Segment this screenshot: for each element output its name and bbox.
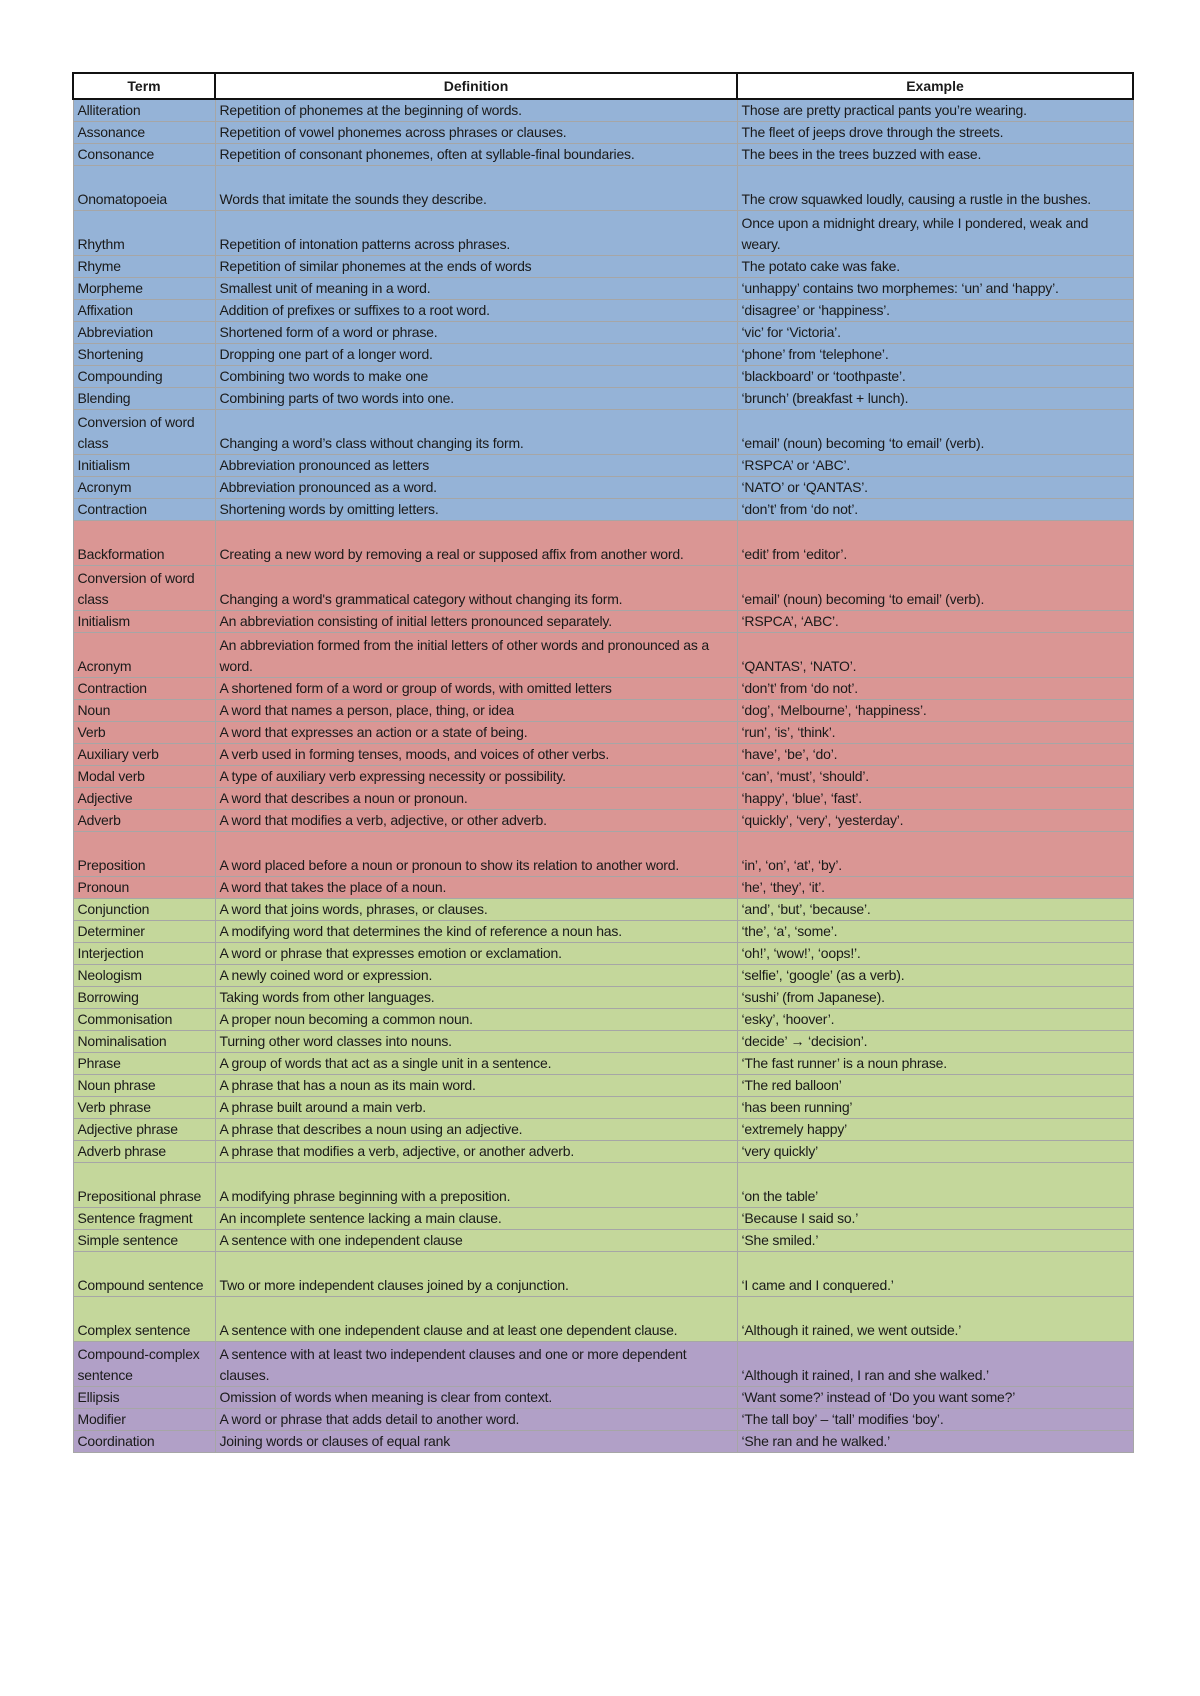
definition-cell: A word or phrase that adds detail to another word.	[215, 1409, 737, 1431]
example-cell: ‘brunch’ (breakfast + lunch).	[737, 388, 1133, 410]
term-cell: Adjective phrase	[73, 1119, 215, 1141]
example-cell: ‘phone’ from ‘telephone’.	[737, 344, 1133, 366]
example-cell: ‘he’, ‘they’, ‘it’.	[737, 877, 1133, 899]
example-cell: ‘Because I said so.’	[737, 1208, 1133, 1230]
term-cell: Preposition	[73, 832, 215, 877]
table-row	[73, 611, 1133, 633]
term-cell: Acronym	[73, 477, 215, 499]
example-cell: ‘decide’ → ‘decision’.	[737, 1031, 1133, 1053]
example-cell: ‘edit’ from ‘editor’.	[737, 521, 1133, 566]
table-row	[73, 300, 1133, 322]
term-cell: Acronym	[73, 633, 215, 678]
term-cell: Blending	[73, 388, 215, 410]
definition-cell: Repetition of consonant phonemes, often at syllable-final boundaries.	[215, 144, 737, 166]
example-cell: ‘don’t’ from ‘do not’.	[737, 678, 1133, 700]
example-cell: ‘disagree’ or ‘happiness’.	[737, 300, 1133, 322]
header-row	[73, 73, 1133, 99]
example-cell: ‘The red balloon’	[737, 1075, 1133, 1097]
example-cell: ‘dog’, ‘Melbourne’, ‘happiness’.	[737, 700, 1133, 722]
definition-cell: Taking words from other languages.	[215, 987, 737, 1009]
table-row	[73, 1119, 1133, 1141]
table-row	[73, 1141, 1133, 1163]
definition-cell: A word that joins words, phrases, or clauses.	[215, 899, 737, 921]
table-row	[73, 344, 1133, 366]
example-cell: The fleet of jeeps drove through the streets.	[737, 122, 1133, 144]
table-row	[73, 633, 1133, 678]
definition-cell: Turning other word classes into nouns.	[215, 1031, 737, 1053]
definition-cell: Smallest unit of meaning in a word.	[215, 278, 737, 300]
table-row	[73, 322, 1133, 344]
example-cell: ‘She ran and he walked.’	[737, 1431, 1133, 1453]
definition-cell: Repetition of intonation patterns across phrases.	[215, 211, 737, 256]
definition-cell: Changing a word’s class without changing its form.	[215, 410, 737, 455]
example-cell: ‘oh!’, ‘wow!’, ‘oops!’.	[737, 943, 1133, 965]
definition-cell: Joining words or clauses of equal rank	[215, 1431, 737, 1453]
table-row	[73, 700, 1133, 722]
table-row	[73, 566, 1133, 611]
definition-cell: Repetition of similar phonemes at the ends of words	[215, 256, 737, 278]
table-row	[73, 1297, 1133, 1342]
example-cell: ‘can’, ‘must’, ‘should’.	[737, 766, 1133, 788]
table-row	[73, 987, 1133, 1009]
table-row	[73, 366, 1133, 388]
example-cell: ‘RSPCA’ or ‘ABC’.	[737, 455, 1133, 477]
example-cell: The potato cake was fake.	[737, 256, 1133, 278]
example-cell: ‘Want some?’ instead of ‘Do you want some?’	[737, 1387, 1133, 1409]
definition-cell: A word that modifies a verb, adjective, or other adverb.	[215, 810, 737, 832]
definition-cell: An abbreviation consisting of initial letters pronounced separately.	[215, 611, 737, 633]
example-cell: ‘have’, ‘be’, ‘do’.	[737, 744, 1133, 766]
table-row	[73, 1409, 1133, 1431]
example-cell: ‘has been running’	[737, 1097, 1133, 1119]
example-cell: ‘Although it rained, we went outside.’	[737, 1297, 1133, 1342]
definition-cell: A phrase that describes a noun using an adjective.	[215, 1119, 737, 1141]
column-header-example: Example	[737, 73, 1133, 99]
term-cell: Neologism	[73, 965, 215, 987]
example-cell: ‘RSPCA’, ‘ABC’.	[737, 611, 1133, 633]
term-cell: Noun	[73, 700, 215, 722]
term-cell: Initialism	[73, 455, 215, 477]
table-row	[73, 810, 1133, 832]
definition-cell: A phrase that has a noun as its main word.	[215, 1075, 737, 1097]
table-row	[73, 1031, 1133, 1053]
term-cell: Compound-complex sentence	[73, 1342, 215, 1387]
example-cell: ‘vic’ for ‘Victoria’.	[737, 322, 1133, 344]
table-row	[73, 1431, 1133, 1453]
term-cell: Conversion of word class	[73, 410, 215, 455]
table-row	[73, 521, 1133, 566]
table-row	[73, 1208, 1133, 1230]
definition-cell: A proper noun becoming a common noun.	[215, 1009, 737, 1031]
example-cell: ‘on the table’	[737, 1163, 1133, 1208]
definition-cell: An incomplete sentence lacking a main clause.	[215, 1208, 737, 1230]
definition-cell: An abbreviation formed from the initial letters of other words and pronounced as a word.	[215, 633, 737, 678]
term-cell: Adverb	[73, 810, 215, 832]
definition-cell: Combining parts of two words into one.	[215, 388, 737, 410]
glossary-table	[72, 72, 1134, 1453]
definition-cell: A group of words that act as a single unit in a sentence.	[215, 1053, 737, 1075]
term-cell: Onomatopoeia	[73, 166, 215, 211]
table-row	[73, 1342, 1133, 1387]
table-row	[73, 943, 1133, 965]
table-row	[73, 1387, 1133, 1409]
example-cell: ‘email’ (noun) becoming ‘to email’ (verb).	[737, 566, 1133, 611]
example-cell: ‘selfie’, ‘google’ (as a verb).	[737, 965, 1133, 987]
definition-cell: A word or phrase that expresses emotion or exclamation.	[215, 943, 737, 965]
term-cell: Modal verb	[73, 766, 215, 788]
table-row	[73, 122, 1133, 144]
term-cell: Assonance	[73, 122, 215, 144]
table-row	[73, 278, 1133, 300]
definition-cell: Repetition of vowel phonemes across phrases or clauses.	[215, 122, 737, 144]
definition-cell: Repetition of phonemes at the beginning of words.	[215, 99, 737, 122]
example-cell: ‘unhappy’ contains two morphemes: ‘un’ and ‘happy’.	[737, 278, 1133, 300]
example-cell: The crow squawked loudly, causing a rustle in the bushes.	[737, 166, 1133, 211]
table-row	[73, 965, 1133, 987]
definition-cell: Shortened form of a word or phrase.	[215, 322, 737, 344]
term-cell: Verb	[73, 722, 215, 744]
term-cell: Conversion of word class	[73, 566, 215, 611]
table-row	[73, 166, 1133, 211]
example-cell: ‘The fast runner’ is a noun phrase.	[737, 1053, 1133, 1075]
example-cell: ‘Although it rained, I ran and she walked.’	[737, 1342, 1133, 1387]
example-cell: ‘happy’, ‘blue’, ‘fast’.	[737, 788, 1133, 810]
definition-cell: Addition of prefixes or suffixes to a root word.	[215, 300, 737, 322]
table-row	[73, 744, 1133, 766]
example-cell: ‘sushi’ (from Japanese).	[737, 987, 1133, 1009]
example-cell: ‘email’ (noun) becoming ‘to email’ (verb).	[737, 410, 1133, 455]
term-cell: Contraction	[73, 499, 215, 521]
table-row	[73, 1053, 1133, 1075]
term-cell: Abbreviation	[73, 322, 215, 344]
example-cell: ‘quickly’, ‘very’, ‘yesterday’.	[737, 810, 1133, 832]
term-cell: Contraction	[73, 678, 215, 700]
table-row	[73, 211, 1133, 256]
definition-cell: A sentence with one independent clause	[215, 1230, 737, 1252]
definition-cell: A word placed before a noun or pronoun to show its relation to another word.	[215, 832, 737, 877]
term-cell: Verb phrase	[73, 1097, 215, 1119]
table-row	[73, 99, 1133, 122]
table-row	[73, 1097, 1133, 1119]
example-cell: ‘I came and I conquered.’	[737, 1252, 1133, 1297]
table-row	[73, 499, 1133, 521]
column-header-definition: Definition	[215, 73, 737, 99]
term-cell: Ellipsis	[73, 1387, 215, 1409]
example-cell: ‘esky’, ‘hoover’.	[737, 1009, 1133, 1031]
term-cell: Determiner	[73, 921, 215, 943]
definition-cell: A shortened form of a word or group of words, with omitted letters	[215, 678, 737, 700]
example-cell: ‘in’, ‘on’, ‘at’, ‘by’.	[737, 832, 1133, 877]
term-cell: Consonance	[73, 144, 215, 166]
definition-cell: Omission of words when meaning is clear from context.	[215, 1387, 737, 1409]
table-row	[73, 788, 1133, 810]
term-cell: Borrowing	[73, 987, 215, 1009]
definition-cell: A word that names a person, place, thing, or idea	[215, 700, 737, 722]
definition-cell: Creating a new word by removing a real or supposed affix from another word.	[215, 521, 737, 566]
example-cell: ‘extremely happy’	[737, 1119, 1133, 1141]
table-row	[73, 410, 1133, 455]
definition-cell: A modifying phrase beginning with a preposition.	[215, 1163, 737, 1208]
example-cell: ‘blackboard’ or ‘toothpaste’.	[737, 366, 1133, 388]
example-cell: The bees in the trees buzzed with ease.	[737, 144, 1133, 166]
term-cell: Nominalisation	[73, 1031, 215, 1053]
term-cell: Conjunction	[73, 899, 215, 921]
definition-cell: A phrase built around a main verb.	[215, 1097, 737, 1119]
glossary-rows	[73, 99, 1133, 1453]
table-row	[73, 144, 1133, 166]
definition-cell: A phrase that modifies a verb, adjective, or another adverb.	[215, 1141, 737, 1163]
example-cell: ‘QANTAS’, ‘NATO’.	[737, 633, 1133, 678]
definition-cell: Abbreviation pronounced as letters	[215, 455, 737, 477]
term-cell: Rhyme	[73, 256, 215, 278]
example-cell: ‘and’, ‘but’, ‘because’.	[737, 899, 1133, 921]
definition-cell: Combining two words to make one	[215, 366, 737, 388]
table-row	[73, 832, 1133, 877]
definition-cell: Dropping one part of a longer word.	[215, 344, 737, 366]
table-row	[73, 455, 1133, 477]
table-row	[73, 722, 1133, 744]
term-cell: Morpheme	[73, 278, 215, 300]
table-row	[73, 766, 1133, 788]
example-cell: ‘She smiled.’	[737, 1230, 1133, 1252]
term-cell: Coordination	[73, 1431, 215, 1453]
definition-cell: A word that takes the place of a noun.	[215, 877, 737, 899]
table-row	[73, 921, 1133, 943]
definition-cell: Shortening words by omitting letters.	[215, 499, 737, 521]
term-cell: Backformation	[73, 521, 215, 566]
term-cell: Phrase	[73, 1053, 215, 1075]
term-cell: Shortening	[73, 344, 215, 366]
example-cell: ‘The tall boy’ – ‘tall’ modifies ‘boy’.	[737, 1409, 1133, 1431]
definition-cell: Abbreviation pronounced as a word.	[215, 477, 737, 499]
term-cell: Compound sentence	[73, 1252, 215, 1297]
term-cell: Prepositional phrase	[73, 1163, 215, 1208]
definition-cell: A modifying word that determines the kind of reference a noun has.	[215, 921, 737, 943]
definition-cell: A newly coined word or expression.	[215, 965, 737, 987]
term-cell: Noun phrase	[73, 1075, 215, 1097]
term-cell: Adjective	[73, 788, 215, 810]
definition-cell: Changing a word's grammatical category without changing its form.	[215, 566, 737, 611]
definition-cell: A word that expresses an action or a state of being.	[215, 722, 737, 744]
definition-cell: Two or more independent clauses joined by a conjunction.	[215, 1252, 737, 1297]
table-row	[73, 1230, 1133, 1252]
term-cell: Commonisation	[73, 1009, 215, 1031]
table-row	[73, 899, 1133, 921]
example-cell: ‘very quickly’	[737, 1141, 1133, 1163]
table-row	[73, 1009, 1133, 1031]
term-cell: Adverb phrase	[73, 1141, 215, 1163]
term-cell: Initialism	[73, 611, 215, 633]
term-cell: Complex sentence	[73, 1297, 215, 1342]
term-cell: Modifier	[73, 1409, 215, 1431]
term-cell: Rhythm	[73, 211, 215, 256]
column-header-term: Term	[73, 73, 215, 99]
example-cell: ‘NATO’ or ‘QANTAS’.	[737, 477, 1133, 499]
table-row	[73, 678, 1133, 700]
term-cell: Alliteration	[73, 99, 215, 122]
table-row	[73, 477, 1133, 499]
table-row	[73, 1163, 1133, 1208]
definition-cell: A verb used in forming tenses, moods, and voices of other verbs.	[215, 744, 737, 766]
table-row	[73, 1252, 1133, 1297]
term-cell: Interjection	[73, 943, 215, 965]
definition-cell: A type of auxiliary verb expressing necessity or possibility.	[215, 766, 737, 788]
definition-cell: A sentence with at least two independent clauses and one or more dependent clauses.	[215, 1342, 737, 1387]
table-row	[73, 1075, 1133, 1097]
term-cell: Simple sentence	[73, 1230, 215, 1252]
example-cell: ‘run’, ‘is’, ‘think’.	[737, 722, 1133, 744]
example-cell: Those are pretty practical pants you’re wearing.	[737, 99, 1133, 122]
table-row	[73, 388, 1133, 410]
definition-cell: A word that describes a noun or pronoun.	[215, 788, 737, 810]
term-cell: Affixation	[73, 300, 215, 322]
table-row	[73, 877, 1133, 899]
example-cell: Once upon a midnight dreary, while I pondered, weak and weary.	[737, 211, 1133, 256]
term-cell: Pronoun	[73, 877, 215, 899]
term-cell: Compounding	[73, 366, 215, 388]
example-cell: ‘the’, ‘a’, ‘some’.	[737, 921, 1133, 943]
definition-cell: A sentence with one independent clause and at least one dependent clause.	[215, 1297, 737, 1342]
term-cell: Sentence fragment	[73, 1208, 215, 1230]
table-row	[73, 256, 1133, 278]
example-cell: ‘don’t’ from ‘do not’.	[737, 499, 1133, 521]
definition-cell: Words that imitate the sounds they describe.	[215, 166, 737, 211]
term-cell: Auxiliary verb	[73, 744, 215, 766]
